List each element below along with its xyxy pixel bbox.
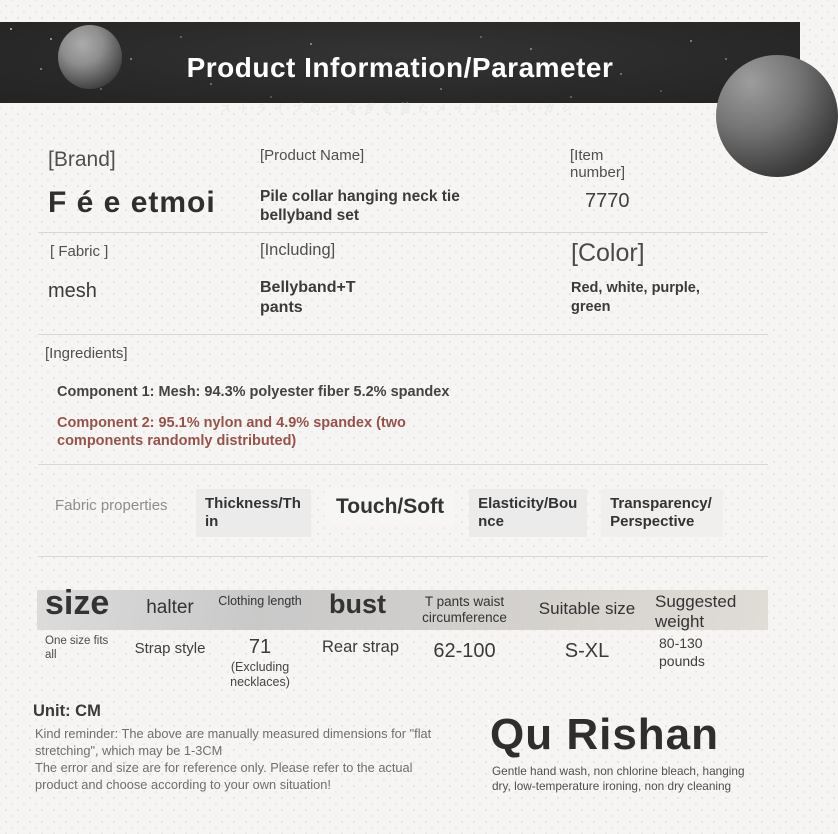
size-header-suggested-weight: Suggested weight	[655, 592, 737, 631]
product-name-label: [Product Name]	[260, 147, 365, 164]
size-header-clothing-length: Clothing length	[218, 594, 302, 608]
size-row-clothing-length: 71	[248, 636, 272, 658]
property-chip-thickness: Thickness/Thin	[196, 489, 311, 537]
color-value: Red, white, purple, green	[571, 280, 700, 315]
property-chip-transparency: Transparency/Perspective	[601, 489, 723, 537]
size-row-suggested-weight: 80-130 pounds	[659, 635, 705, 669]
size-header-size: size	[45, 584, 110, 622]
unit-label: Unit: CM	[33, 702, 101, 720]
size-table	[37, 584, 768, 700]
page-title: Product Information/Parameter	[186, 52, 614, 83]
size-row-strap-style: Strap style	[134, 640, 206, 657]
brand-label: [Brand]	[48, 148, 116, 171]
header-banner	[0, 22, 800, 115]
ingredients-label: [Ingredients]	[45, 345, 128, 362]
size-row-one-size: One size fits all	[45, 635, 109, 662]
fabric-value: mesh	[48, 280, 97, 302]
footer-brand-name: Qu Rishan	[490, 710, 720, 759]
size-row-clothing-length-note: (Excluding necklaces)	[230, 660, 290, 689]
product-name-value: Pile collar hanging neck tie bellyband set	[260, 188, 460, 225]
page-subtitle-japanese: ストライプのつなぎを着たメイドはエレガン	[220, 103, 580, 115]
property-chip-touch: Touch/Soft	[325, 489, 455, 524]
property-chip-elasticity: Elasticity/Bounce	[469, 489, 587, 537]
ingredients-component-2: Component 2: 95.1% nylon and 4.9% spandex (two components randomly distributed)	[57, 415, 406, 450]
divider	[38, 464, 768, 465]
including-value: Bellyband+T pants	[260, 279, 356, 316]
item-number-value: 7770	[585, 190, 630, 212]
stars-decoration-icon	[10, 28, 12, 30]
brand-value: F é e etmoi	[48, 186, 216, 219]
including-label: [Including]	[260, 241, 336, 259]
divider	[38, 232, 768, 233]
divider	[38, 556, 768, 557]
size-row-suitable-size: S-XL	[564, 640, 610, 662]
size-header-halter: halter	[146, 597, 194, 618]
kind-reminder-text	[35, 726, 455, 794]
size-header-bust: bust	[329, 589, 386, 619]
fabric-properties-chips	[196, 489, 723, 537]
fabric-label: [ Fabric ]	[50, 243, 109, 260]
care-instructions: Gentle hand wash, non chlorine bleach, hanging dry, low-temperature ironing, non dry cleaning	[492, 764, 745, 794]
size-header-suitable-size: Suitable size	[538, 599, 636, 618]
color-label: [Color]	[571, 239, 645, 267]
size-header-t-pants-waist: T pants waist circumference	[422, 594, 507, 626]
item-number-label: [Item number]	[570, 147, 626, 182]
divider	[38, 334, 768, 335]
size-row-waist-range: 62-100	[433, 640, 496, 662]
reminder-line-1: Kind reminder: The above are manually measured dimensions for "flat stretching", which may be 1-3CM	[35, 726, 432, 758]
fabric-properties-label: Fabric properties	[55, 497, 168, 514]
size-row-rear-strap: Rear strap	[322, 638, 400, 656]
reminder-line-2: The error and size are for reference only. Please refer to the actual product and choose according to your own situation!	[35, 759, 413, 792]
ingredients-component-1: Component 1: Mesh: 94.3% polyester fiber 5.2% spandex	[57, 384, 450, 400]
